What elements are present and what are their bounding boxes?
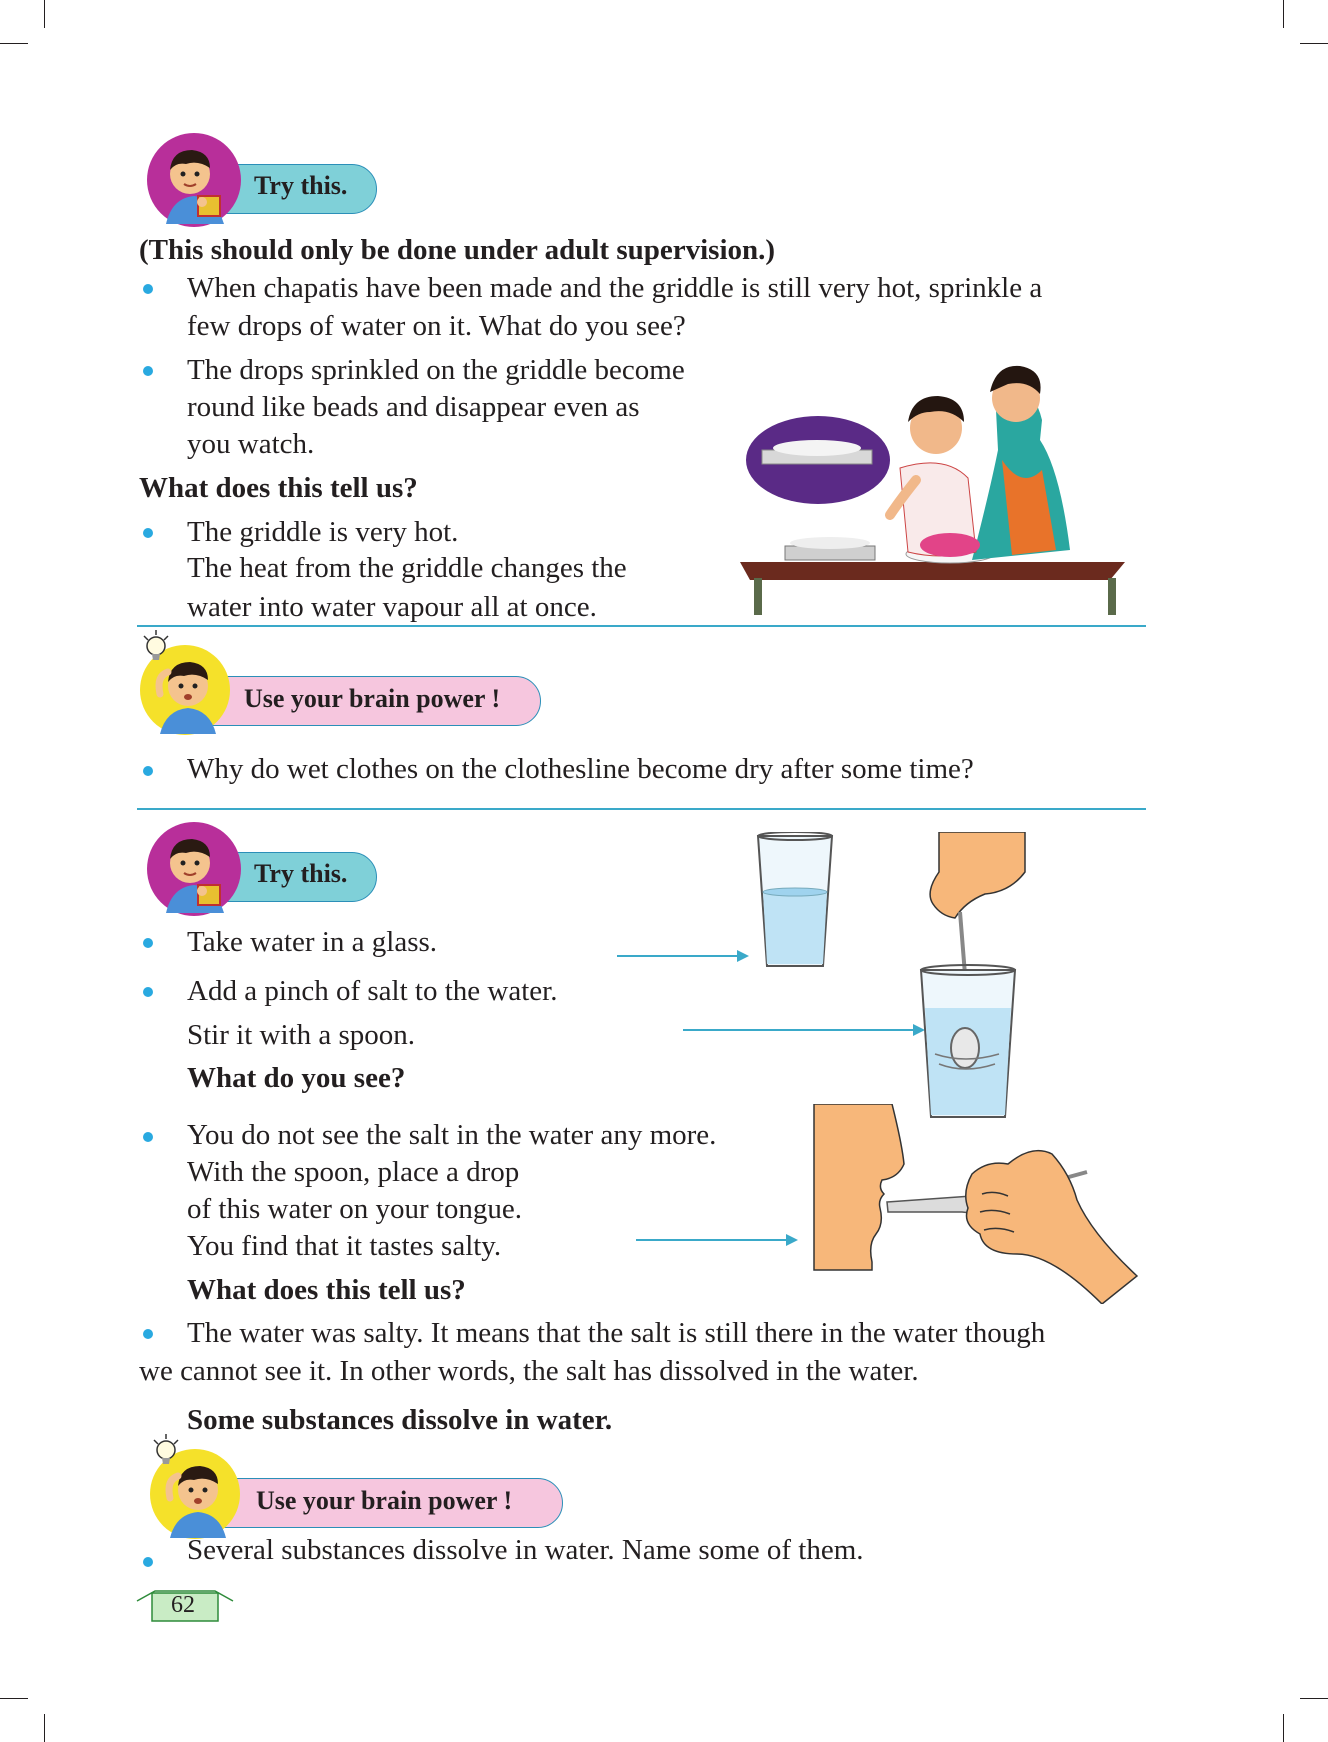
crop-mark <box>0 1698 28 1699</box>
stirring-illustration <box>915 832 1030 1122</box>
bullet <box>143 528 153 538</box>
bullet <box>143 1132 153 1142</box>
bullet <box>143 938 153 948</box>
bullet <box>143 766 153 776</box>
crop-mark <box>1283 1714 1284 1742</box>
water-glass-illustration <box>755 832 835 970</box>
question-heading: What do you see? <box>187 1062 406 1094</box>
body-text: of this water on your tongue. <box>187 1193 523 1225</box>
bullet <box>143 1557 153 1567</box>
boy-mascot-icon <box>146 132 242 228</box>
body-text: Add a pinch of salt to the water. <box>187 975 558 1007</box>
safety-warning: (This should only be done under adult supervision.) <box>139 234 776 266</box>
body-text: few drops of water on it. What do you see? <box>187 310 686 342</box>
page-number: 62 <box>171 1592 195 1618</box>
thinking-boy-icon <box>130 628 240 738</box>
body-text: The heat from the griddle changes the <box>187 552 627 584</box>
section-heading: What does this tell us? <box>139 472 418 504</box>
body-text: With the spoon, place a drop <box>187 1156 520 1188</box>
body-text: The griddle is very hot. <box>187 516 459 548</box>
question-heading: What does this tell us? <box>187 1274 466 1306</box>
griddle-illustration <box>740 350 1140 615</box>
body-text: You do not see the salt in the water any more. <box>187 1119 717 1151</box>
body-text: you watch. <box>187 428 315 460</box>
pointer-arrow <box>617 955 747 957</box>
body-text: Stir it with a spoon. <box>187 1019 415 1051</box>
tasting-illustration <box>812 1104 1147 1304</box>
body-text: The water was salty. It means that the salt is still there in the water though <box>187 1317 1046 1349</box>
body-text: The drops sprinkled on the griddle become <box>187 354 685 386</box>
pointer-arrow <box>636 1239 796 1241</box>
brain-power-label: Use your brain power ! <box>244 684 501 713</box>
crop-mark <box>1300 43 1328 44</box>
body-text: You find that it tastes salty. <box>187 1230 502 1262</box>
crop-mark <box>44 0 45 28</box>
question-text: Several substances dissolve in water. Name some of them. <box>187 1534 864 1566</box>
crop-mark <box>44 1714 45 1742</box>
bullet <box>143 284 153 294</box>
section-divider <box>137 808 1146 810</box>
crop-mark <box>1283 0 1284 28</box>
bullet <box>143 987 153 997</box>
conclusion-heading: Some substances dissolve in water. <box>187 1404 613 1436</box>
pointer-arrow <box>683 1029 923 1031</box>
section-divider <box>137 625 1146 627</box>
body-text: water into water vapour all at once. <box>187 591 597 623</box>
body-text: we cannot see it. In other words, the salt has dissolved in the water. <box>139 1355 919 1387</box>
question-text: Why do wet clothes on the clothesline become dry after some time? <box>187 753 974 785</box>
boy-mascot-icon <box>146 821 242 917</box>
body-text: round like beads and disappear even as <box>187 391 640 423</box>
crop-mark <box>1300 1698 1328 1699</box>
body-text: Take water in a glass. <box>187 926 438 958</box>
brain-power-label: Use your brain power ! <box>256 1486 513 1515</box>
thinking-boy-icon <box>140 1432 250 1542</box>
body-text: When chapatis have been made and the griddle is still very hot, sprinkle a <box>187 272 1043 304</box>
bullet <box>143 1329 153 1339</box>
crop-mark <box>0 43 28 44</box>
try-this-label: Try this. <box>254 859 348 888</box>
bullet <box>143 366 153 376</box>
try-this-label: Try this. <box>254 171 348 200</box>
